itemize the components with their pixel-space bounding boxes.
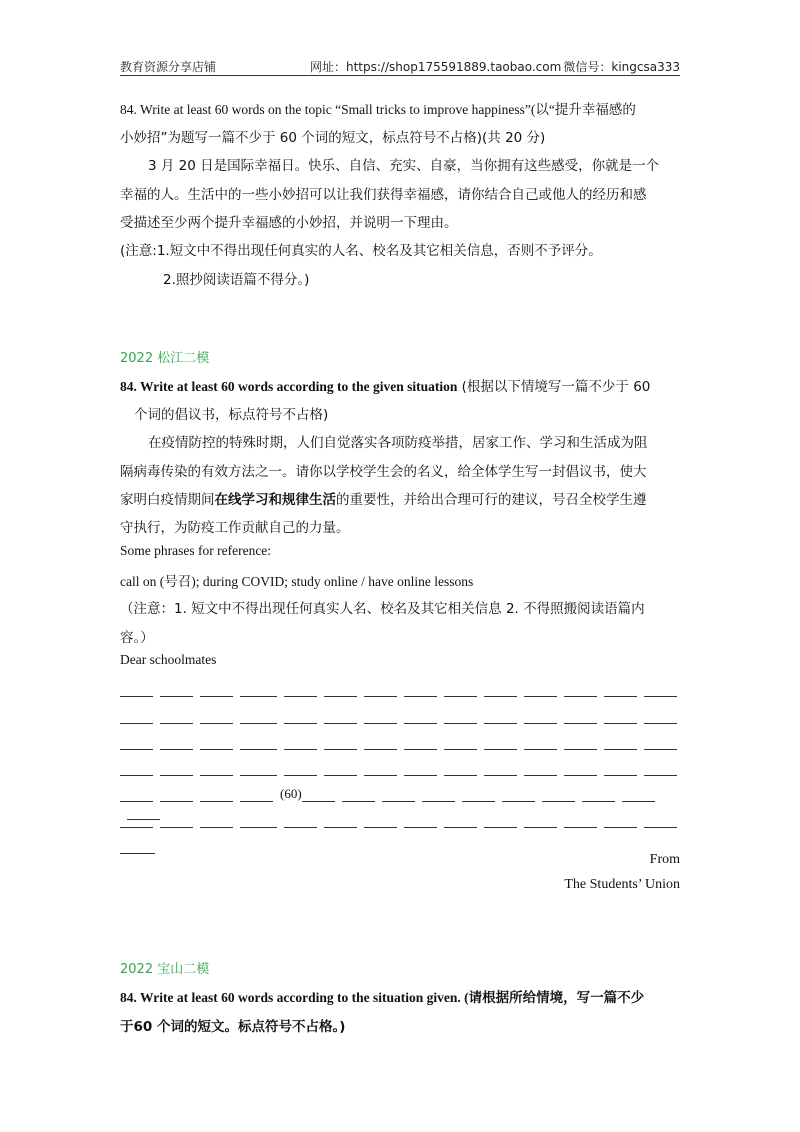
q2-heading-bold: 84. Write at least 60 words according to the given situation: [120, 379, 458, 394]
blank-underline[interactable]: [524, 684, 557, 697]
blank-underline[interactable]: [160, 789, 193, 802]
blank-underline[interactable]: [542, 789, 575, 802]
blank-underline[interactable]: [120, 841, 155, 854]
blank-underline[interactable]: [120, 684, 153, 697]
blank-underline[interactable]: [240, 711, 277, 724]
blank-underline[interactable]: [240, 737, 277, 750]
blank-underline[interactable]: [364, 815, 397, 828]
blank-underline[interactable]: [604, 737, 637, 750]
q2-phrases-label: Some phrases for reference:: [120, 543, 272, 558]
blank-underline[interactable]: [284, 815, 317, 828]
q1-note-2: 2.照抄阅读语篇不得分。): [163, 272, 310, 288]
blank-underline[interactable]: [240, 789, 273, 802]
letter-from: From: [649, 852, 680, 867]
blank-underline[interactable]: [160, 815, 193, 828]
blank-underline[interactable]: [364, 684, 397, 697]
blank-underline[interactable]: [324, 684, 357, 697]
blank-underline[interactable]: [200, 763, 233, 776]
blank-underline[interactable]: [120, 763, 153, 776]
blank-underline[interactable]: [240, 684, 277, 697]
blank-underline[interactable]: [284, 763, 317, 776]
letter-signature: The Students’ Union: [564, 877, 680, 892]
blank-underline[interactable]: [444, 815, 477, 828]
q2-salutation: Dear schoolmates: [120, 652, 217, 667]
q2-para-3-c: 的重要性，并给出合理可行的建议，号召全校学生遵: [336, 492, 647, 508]
header-divider: [120, 75, 680, 76]
blank-underline[interactable]: [444, 763, 477, 776]
blank-underline[interactable]: [324, 737, 357, 750]
blank-underline[interactable]: [604, 815, 637, 828]
q1-line-4: 幸福的人。生活中的一些小妙招可以让我们获得幸福感，请你结合自己或他人的经历和感: [120, 187, 647, 203]
q1-line-1: 84. Write at least 60 words on the topic “Small tricks to improve happiness”(以“提升幸福感的: [120, 102, 636, 117]
blank-underline[interactable]: [284, 711, 317, 724]
blank-underline[interactable]: [160, 684, 193, 697]
blank-underline[interactable]: [484, 711, 517, 724]
blank-underline[interactable]: [564, 815, 597, 828]
blank-underline[interactable]: [200, 737, 233, 750]
blank-row[interactable]: [120, 810, 680, 824]
blank-underline[interactable]: [644, 737, 677, 750]
blank-underline[interactable]: [524, 737, 557, 750]
blank-underline[interactable]: [284, 684, 317, 697]
blank-underline[interactable]: [200, 815, 233, 828]
wechat-id: 微信号：kingcsa333: [563, 60, 680, 74]
blank-underline[interactable]: [502, 789, 535, 802]
blank-underline[interactable]: [240, 815, 277, 828]
blank-underline[interactable]: [644, 763, 677, 776]
blank-underline[interactable]: [564, 711, 597, 724]
blank-underline[interactable]: [422, 789, 455, 802]
q1-line-3: 3 月 20 日是国际幸福日。快乐、自信、充实、自豪，当你拥有这些感受，你就是一个: [148, 158, 660, 174]
q1-line-2: 小妙招”为题写一篇不少于 60 个词的短文，标点符号不占格)(共 20 分): [120, 130, 546, 146]
blank-underline[interactable]: [582, 789, 615, 802]
blank-underline[interactable]: [484, 737, 517, 750]
blank-underline[interactable]: [382, 789, 415, 802]
blank-underline[interactable]: [404, 737, 437, 750]
blank-underline[interactable]: [342, 789, 375, 802]
q2-heading: [120, 375, 650, 395]
word-count-mark: (60): [280, 786, 302, 801]
q2-heading-rest: (根据以下情境写一篇不少于 60: [457, 379, 651, 395]
blank-underline[interactable]: [404, 684, 437, 697]
shop-name: 教育资源分享店铺: [120, 60, 217, 74]
blank-underline[interactable]: [444, 684, 477, 697]
blank-underline[interactable]: [604, 763, 637, 776]
blank-underline[interactable]: [484, 815, 517, 828]
blank-underline[interactable]: [302, 789, 335, 802]
q1-line-5: 受描述至少两个提升幸福感的小妙招，并说明一下理由。: [120, 215, 458, 231]
blank-underline[interactable]: [364, 737, 397, 750]
blank-underline[interactable]: [444, 737, 477, 750]
q2-source-tag: 2022 松江二模: [120, 351, 210, 366]
blank-underline[interactable]: [120, 815, 153, 828]
q2-para-1: 在疫情防控的特殊时期，人们自觉落实各项防疫举措，居家工作、学习和生活成为阻: [148, 435, 648, 451]
blank-underline[interactable]: [200, 684, 233, 697]
blank-underline[interactable]: [120, 737, 153, 750]
blank-row-last[interactable]: [120, 836, 680, 850]
blank-underline[interactable]: [444, 711, 477, 724]
blank-underline[interactable]: [564, 684, 597, 697]
blank-underline[interactable]: [644, 815, 677, 828]
blank-underline[interactable]: [524, 711, 557, 724]
blank-underline[interactable]: [524, 815, 557, 828]
blank-underline[interactable]: [604, 711, 637, 724]
blank-underline[interactable]: [160, 737, 193, 750]
blank-underline[interactable]: [240, 763, 277, 776]
blank-row[interactable]: [120, 706, 680, 720]
blank-underline[interactable]: [484, 684, 517, 697]
blank-underline[interactable]: [622, 789, 655, 802]
blank-underline[interactable]: [160, 711, 193, 724]
blank-underline[interactable]: [120, 711, 153, 724]
q3-heading-line-1: 84. Write at least 60 words according to the situation given. (请根据所给情境，写一篇不少: [120, 990, 645, 1005]
shop-url: 网址：https://shop175591889.taobao.com: [310, 60, 562, 74]
q3-source-tag: 2022 宝山二模: [120, 962, 210, 977]
blank-row[interactable]: [120, 679, 680, 693]
blank-underline[interactable]: [324, 763, 357, 776]
q2-para-4: 守执行，为防疫工作贡献自己的力量。: [120, 520, 350, 536]
q2-heading-line-2: 个词的倡议书，标点符号不占格): [134, 407, 329, 423]
q1-note-1: (注意:1.短文中不得出现任何真实的人名、校名及其它相关信息，否则不予评分。: [120, 243, 602, 259]
q2-note-1: （注意：1. 短文中不得出现任何真实人名、校名及其它相关信息 2. 不得照搬阅读语篇内: [120, 601, 645, 617]
page-header: [120, 56, 680, 76]
blank-underline[interactable]: [160, 763, 193, 776]
blank-underline[interactable]: [120, 789, 153, 802]
q2-phrases: call on (号召); during COVID; study online / have online lessons: [120, 574, 474, 589]
blank-underline[interactable]: [284, 737, 317, 750]
blank-row[interactable]: [120, 758, 680, 772]
blank-underline[interactable]: [564, 737, 597, 750]
blank-underline[interactable]: [404, 815, 437, 828]
blank-underline[interactable]: [524, 763, 557, 776]
blank-underline[interactable]: [564, 763, 597, 776]
blank-underline[interactable]: [200, 789, 233, 802]
blank-underline[interactable]: [324, 711, 357, 724]
q2-para-3-a: 家明白疫情期间: [120, 492, 215, 508]
q2-para-3-emphasis: 在线学习和规律生活: [214, 492, 336, 508]
blank-underline[interactable]: [200, 711, 233, 724]
blank-underline[interactable]: [404, 711, 437, 724]
q3-heading-line-2: 于60 个词的短文。标点符号不占格。): [120, 1019, 346, 1035]
q2-note-2: 容。）: [120, 630, 154, 646]
q2-para-2: 隔病毒传染的有效方法之一。请你以学校学生会的名义，给全体学生写一封倡议书，使大: [120, 464, 647, 480]
blank-underline[interactable]: [462, 789, 495, 802]
blank-underline[interactable]: [364, 763, 397, 776]
blank-underline[interactable]: [484, 763, 517, 776]
q2-para-3: [120, 488, 647, 508]
blank-underline[interactable]: [364, 711, 397, 724]
blank-underline[interactable]: [604, 684, 637, 697]
blank-underline[interactable]: [644, 684, 677, 697]
blank-underline[interactable]: [404, 763, 437, 776]
blank-underline[interactable]: [644, 711, 677, 724]
blank-row[interactable]: [120, 732, 680, 746]
blank-underline[interactable]: [324, 815, 357, 828]
blank-row-count[interactable]: [120, 784, 680, 801]
